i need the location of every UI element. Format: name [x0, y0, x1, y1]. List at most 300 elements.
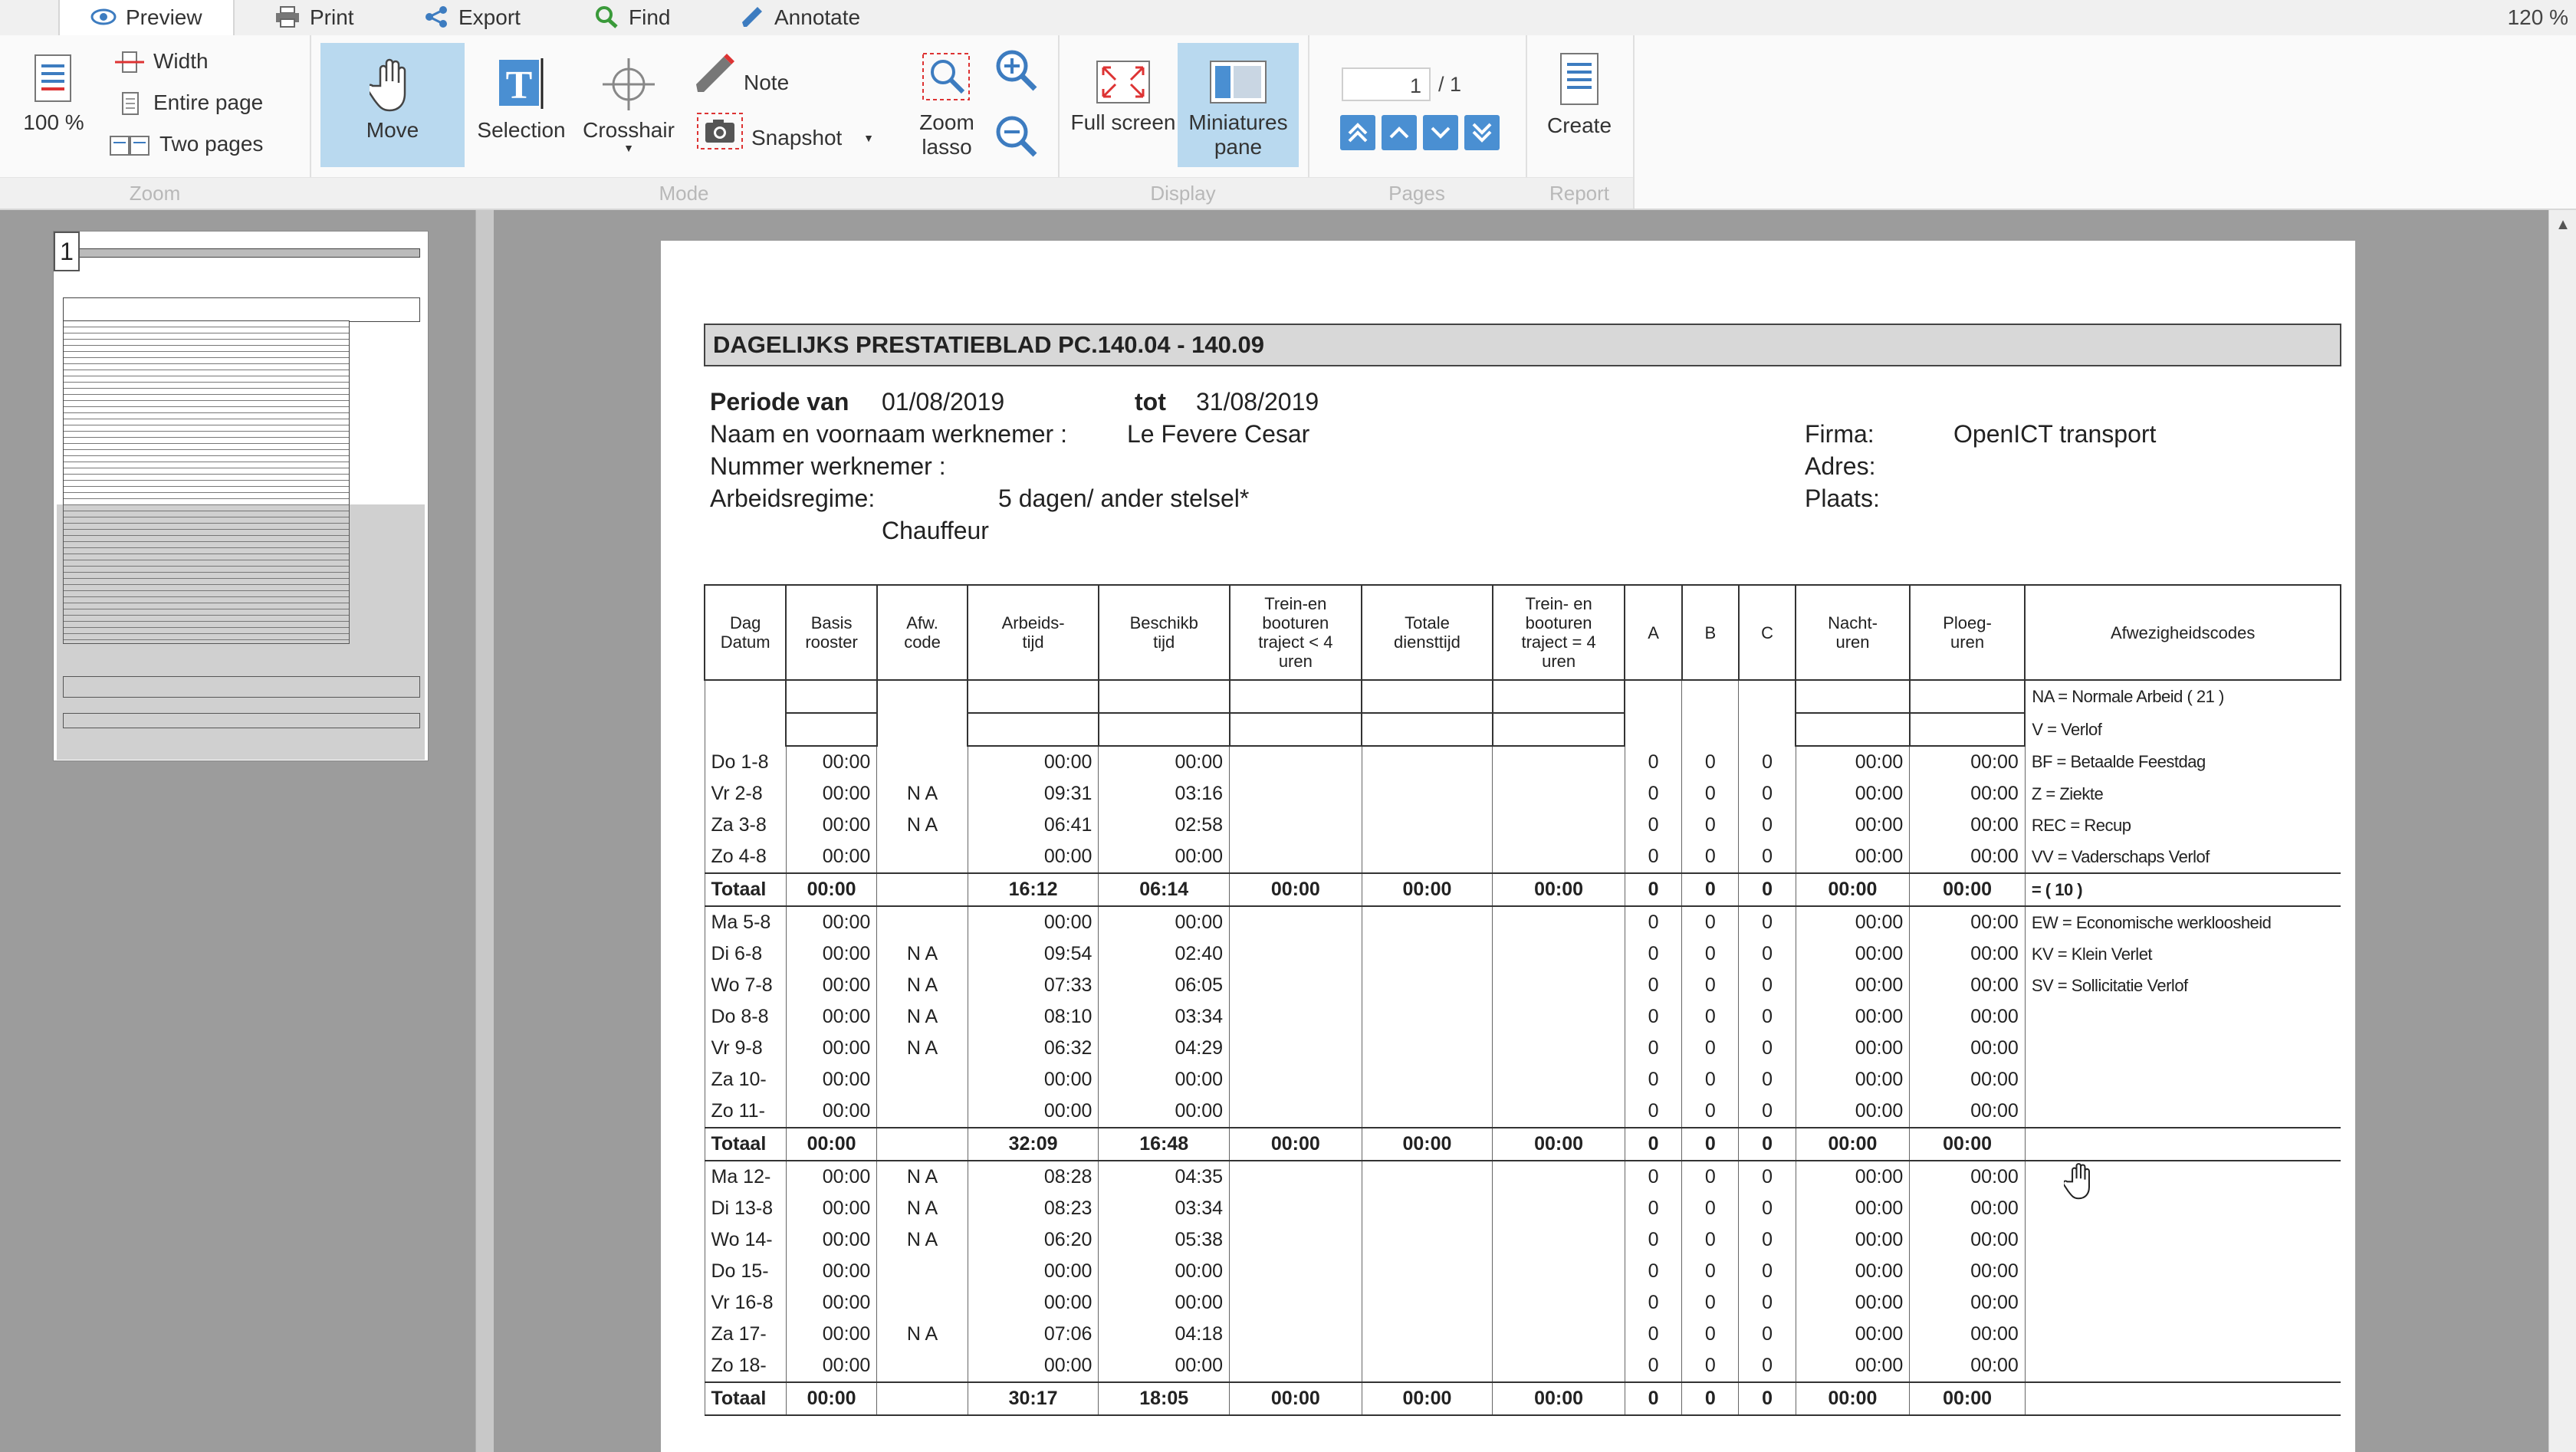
cell-basis: 00:00 [786, 1033, 876, 1064]
absence-code [2025, 1350, 2341, 1382]
column-header: C [1739, 585, 1796, 680]
crosshair-button[interactable] [575, 55, 682, 153]
tab-label: Export [458, 5, 521, 29]
pane-splitter[interactable] [475, 210, 495, 1452]
cell-b: 0 [1682, 778, 1739, 810]
last-page-button[interactable] [1464, 115, 1500, 150]
cell-trein2 [1493, 906, 1625, 938]
cell-totale [1362, 1224, 1493, 1256]
absence-code [2025, 1064, 2341, 1096]
cell-a: 0 [1625, 938, 1681, 970]
cell-nacht: 00:00 [1796, 1064, 1910, 1096]
cell-c: 0 [1739, 1382, 1796, 1415]
scroll-up-arrow-icon[interactable]: ▲ [2555, 216, 2571, 233]
cell-a: 0 [1625, 810, 1681, 841]
chevron-up-icon [1385, 118, 1414, 147]
cell-dag: Do 15- [705, 1256, 786, 1287]
cell-ploeg: 00:00 [1910, 1128, 2026, 1161]
cell-beschikb: 00:00 [1099, 1350, 1230, 1382]
cell-nacht: 00:00 [1796, 841, 1910, 873]
cell-ploeg: 00:00 [1910, 1193, 2026, 1224]
cell-basis: 00:00 [786, 746, 876, 778]
cell-b: 0 [1682, 1287, 1739, 1319]
thumbnail-page-number: 1 [54, 232, 80, 271]
absence-code: REC = Recup [2031, 815, 2131, 835]
cell-nacht: 00:00 [1796, 1128, 1910, 1161]
cell-basis: 00:00 [786, 1256, 876, 1287]
cell-beschikb: 06:14 [1099, 873, 1230, 906]
cell-beschikb: 00:00 [1099, 1287, 1230, 1319]
cell-totale [1362, 1256, 1493, 1287]
cell-basis: 00:00 [786, 810, 876, 841]
next-page-button[interactable] [1423, 115, 1458, 150]
cell-arbeid: 00:00 [968, 1287, 1099, 1319]
table-row [705, 1319, 2341, 1350]
cell-arbeid: 09:54 [968, 938, 1099, 970]
zoom-lasso-button[interactable] [905, 51, 989, 159]
functie-value: Chauffeur [882, 517, 989, 544]
column-header: Totale diensttijd [1362, 585, 1493, 680]
cell-dag: Za 10- [705, 1064, 786, 1096]
absence-code [2025, 1256, 2341, 1287]
cell-trein1 [1230, 1064, 1362, 1096]
cell-a: 0 [1625, 1287, 1681, 1319]
adres-label: Adres: [1805, 452, 1876, 480]
cell-a: 0 [1625, 1033, 1681, 1064]
display-group [1058, 35, 1309, 209]
cell-beschikb: 00:00 [1099, 906, 1230, 938]
zoom-group [0, 35, 311, 209]
cell-c: 0 [1739, 938, 1796, 970]
search-icon [593, 5, 619, 28]
cell-arbeid: 00:00 [968, 906, 1099, 938]
cell-c: 0 [1739, 1161, 1796, 1193]
table-row [705, 1256, 2341, 1287]
zoom-group-label: Zoom [129, 182, 181, 205]
cell-afw [877, 1350, 968, 1382]
selection-button[interactable] [468, 55, 575, 143]
cell-ploeg: 00:00 [1910, 938, 2026, 970]
absence-code [2025, 1001, 2341, 1033]
cell-b: 0 [1682, 1161, 1739, 1193]
cell-b: 0 [1682, 1001, 1739, 1033]
cell-b: 0 [1682, 810, 1739, 841]
page-count: / 1 [1438, 73, 1462, 96]
miniatures-pane-button[interactable] [1178, 43, 1299, 167]
full-screen-button[interactable] [1066, 58, 1181, 135]
column-header: Beschikb tijd [1099, 585, 1230, 680]
cell-trein2 [1493, 1193, 1625, 1224]
table-row [705, 810, 2341, 841]
move-button[interactable] [320, 43, 465, 167]
cell-basis [786, 713, 876, 746]
firma-value: OpenICT transport [1953, 420, 2157, 448]
tab-find[interactable] [593, 0, 670, 35]
cell-nacht: 00:00 [1796, 1256, 1910, 1287]
cell-b: 0 [1682, 1224, 1739, 1256]
tab-label: Annotate [774, 5, 861, 29]
cell-nacht: 00:00 [1796, 1287, 1910, 1319]
cell-totale [1362, 1064, 1493, 1096]
cell-trein1 [1230, 778, 1362, 810]
create-report-button[interactable] [1533, 51, 1625, 138]
cell-a: 0 [1625, 1161, 1681, 1193]
cell-b: 0 [1682, 1128, 1739, 1161]
cell-c: 0 [1739, 1256, 1796, 1287]
cell-basis: 00:00 [786, 938, 876, 970]
total-row [705, 1382, 2341, 1415]
cell-c: 0 [1739, 1319, 1796, 1350]
column-header: Arbeids- tijd [968, 585, 1099, 680]
cell-ploeg: 00:00 [1910, 1001, 2026, 1033]
cell-a: 0 [1625, 1319, 1681, 1350]
zoom-two-pages-label: Two pages [159, 132, 264, 156]
cell-trein2 [1493, 970, 1625, 1001]
cell-c: 0 [1739, 1193, 1796, 1224]
cell-arbeid: 00:00 [968, 1256, 1099, 1287]
cell-nacht: 00:00 [1796, 938, 1910, 970]
zoom-percent-label: 100 % [23, 110, 84, 134]
cell-arbeid: 00:00 [968, 1350, 1099, 1382]
hand-cursor-icon [2064, 1161, 2098, 1201]
chevron-down-icon [1426, 118, 1455, 147]
cell-b: 0 [1682, 970, 1739, 1001]
nummer-label: Nummer werknemer : [710, 452, 946, 480]
cell-b [1682, 680, 1739, 713]
tab-preview[interactable] [58, 0, 235, 37]
prestatie-table [704, 584, 2341, 1416]
cell-basis: 00:00 [786, 1128, 876, 1161]
cell-beschikb: 00:00 [1099, 1064, 1230, 1096]
zoom-lasso-label-2: lasso [922, 135, 972, 159]
cell-trein2 [1493, 938, 1625, 970]
cell-c: 0 [1739, 746, 1796, 778]
cell-a: 0 [1625, 746, 1681, 778]
cell-c: 0 [1739, 810, 1796, 841]
cell-nacht: 00:00 [1796, 810, 1910, 841]
cell-dag: Do 1-8 [705, 746, 786, 778]
cell-ploeg: 00:00 [1910, 1350, 2026, 1382]
zoom-out-button[interactable] [994, 113, 1047, 159]
cell-c [1739, 713, 1796, 746]
cell-ploeg [1910, 713, 2026, 746]
mode-group [310, 35, 1060, 209]
cell-c: 0 [1739, 1001, 1796, 1033]
tab-annotate[interactable] [739, 0, 860, 35]
column-header: Ploeg- uren [1910, 585, 2026, 680]
cell-totale [1362, 680, 1493, 713]
tab-print[interactable] [274, 0, 354, 35]
full-screen-icon [1094, 58, 1152, 106]
cell-trein1 [1230, 680, 1362, 713]
snapshot-button[interactable] [696, 112, 874, 150]
cell-totale [1362, 1033, 1493, 1064]
snapshot-label: Snapshot [751, 126, 843, 149]
cell-a: 0 [1625, 778, 1681, 810]
cell-ploeg: 00:00 [1910, 1256, 2026, 1287]
cell-dag: Do 8-8 [705, 1001, 786, 1033]
absence-code [2025, 1382, 2341, 1415]
entire-page-icon [113, 92, 146, 115]
cell-beschikb: 00:00 [1099, 746, 1230, 778]
document-page [661, 241, 2355, 1452]
cell-trein1: 00:00 [1230, 1382, 1362, 1415]
zoom-width-button[interactable] [113, 49, 209, 74]
blank-row [705, 713, 2341, 746]
table-row [705, 1096, 2341, 1128]
double-chevron-up-icon [1343, 118, 1372, 147]
cell-a: 0 [1625, 1001, 1681, 1033]
table-row [705, 1350, 2341, 1382]
thumbnail-title-bar [63, 248, 420, 258]
cell-trein2 [1493, 1319, 1625, 1350]
cell-totale [1362, 841, 1493, 873]
total-row [705, 873, 2341, 906]
naam-value: Le Fevere Cesar [1127, 420, 1310, 448]
thumbnail-viewport-highlight[interactable] [57, 504, 425, 760]
cell-afw: N A [877, 1224, 968, 1256]
cell-trein1: 00:00 [1230, 873, 1362, 906]
cell-a [1625, 713, 1681, 746]
cell-trein2 [1493, 841, 1625, 873]
cell-arbeid: 30:17 [968, 1382, 1099, 1415]
cell-basis: 00:00 [786, 1319, 876, 1350]
absence-code: NA = Normale Arbeid ( 21 ) [2032, 687, 2224, 706]
cell-c: 0 [1739, 778, 1796, 810]
zoom-two-pages-button[interactable] [109, 132, 263, 156]
cell-beschikb: 02:58 [1099, 810, 1230, 841]
page-zoom-icon [31, 52, 77, 106]
cell-totale [1362, 970, 1493, 1001]
cell-basis: 00:00 [786, 1287, 876, 1319]
two-pages-icon [109, 133, 152, 156]
cell-a: 0 [1625, 906, 1681, 938]
cell-a: 0 [1625, 841, 1681, 873]
cell-c: 0 [1739, 1350, 1796, 1382]
create-label: Create [1546, 113, 1612, 137]
cell-totale [1362, 1350, 1493, 1382]
cell-dag: Totaal [705, 873, 786, 906]
column-header: Trein- en booturen traject = 4 uren [1493, 585, 1625, 680]
cell-basis: 00:00 [786, 970, 876, 1001]
table-row [705, 970, 2341, 1001]
table-row [705, 1064, 2341, 1096]
cell-totale: 00:00 [1362, 873, 1493, 906]
note-button[interactable] [693, 52, 789, 95]
cell-trein2 [1493, 1161, 1625, 1193]
cell-dag: Di 6-8 [705, 938, 786, 970]
hand-icon [370, 55, 416, 113]
zoom-out-icon [994, 113, 1040, 159]
miniatures-pane-icon [1208, 58, 1269, 106]
cell-c [1739, 680, 1796, 713]
cell-nacht: 00:00 [1796, 1350, 1910, 1382]
previous-page-button[interactable] [1382, 115, 1417, 150]
cell-trein2 [1493, 746, 1625, 778]
cell-b: 0 [1682, 1193, 1739, 1224]
eye-icon [90, 5, 117, 28]
column-header: Afwezigheidscodes [2025, 585, 2341, 680]
cell-trein1 [1230, 1096, 1362, 1128]
cell-afw [877, 1128, 968, 1161]
cell-beschikb: 16:48 [1099, 1128, 1230, 1161]
cell-totale: 00:00 [1362, 1128, 1493, 1161]
cell-nacht: 00:00 [1796, 906, 1910, 938]
cell-beschikb: 04:18 [1099, 1319, 1230, 1350]
cell-totale [1362, 713, 1493, 746]
cell-basis: 00:00 [786, 1096, 876, 1128]
cell-afw [877, 1256, 968, 1287]
cell-a [1625, 680, 1681, 713]
cell-dag: Vr 9-8 [705, 1033, 786, 1064]
cell-arbeid: 06:32 [968, 1033, 1099, 1064]
cell-arbeid: 00:00 [968, 1096, 1099, 1128]
cell-a: 0 [1625, 1256, 1681, 1287]
cell-basis: 00:00 [786, 778, 876, 810]
absence-code [2025, 1287, 2341, 1319]
vertical-scrollbar[interactable] [2548, 210, 2576, 1452]
chevron-down-icon: ▼ [863, 132, 874, 144]
miniatures-label-2: pane [1214, 135, 1263, 159]
cell-arbeid: 08:28 [968, 1161, 1099, 1193]
miniatures-label-1: Miniatures [1188, 110, 1288, 134]
absence-code: EW = Economische werkloosheid [2031, 912, 2272, 932]
cell-a: 0 [1625, 1382, 1681, 1415]
column-header: Dag Datum [705, 585, 786, 680]
cell-afw: N A [877, 1001, 968, 1033]
cell-trein2 [1493, 810, 1625, 841]
text-selection-icon [495, 55, 548, 113]
cell-nacht: 00:00 [1796, 778, 1910, 810]
zoom-in-button[interactable] [994, 48, 1047, 94]
column-header: A [1625, 585, 1681, 680]
zoom-lasso-icon [920, 51, 974, 106]
table-body [705, 680, 2341, 1415]
cell-arbeid: 09:31 [968, 778, 1099, 810]
cell-beschikb: 04:29 [1099, 1033, 1230, 1064]
cell-a: 0 [1625, 1128, 1681, 1161]
regime-label: Arbeidsregime: [710, 485, 876, 512]
cell-basis: 00:00 [786, 906, 876, 938]
cell-dag: Zo 18- [705, 1350, 786, 1382]
cell-trein1 [1230, 1001, 1362, 1033]
cell-nacht [1796, 713, 1910, 746]
tab-export[interactable] [423, 0, 521, 35]
absence-code [2025, 1033, 2341, 1064]
zoom-entire-page-label: Entire page [153, 90, 264, 114]
cell-afw: N A [877, 938, 968, 970]
absence-code [2025, 1096, 2341, 1128]
cell-trein1 [1230, 1161, 1362, 1193]
cell-arbeid: 07:33 [968, 970, 1099, 1001]
cell-ploeg: 00:00 [1910, 1033, 2026, 1064]
cell-trein2 [1493, 1350, 1625, 1382]
zoom-entire-page-button[interactable] [113, 90, 263, 115]
page-number-input[interactable]: 1 [1342, 67, 1431, 101]
table-row [705, 1224, 2341, 1256]
cell-beschikb: 06:05 [1099, 970, 1230, 1001]
absence-code [2025, 1224, 2341, 1256]
periode-to: 31/08/2019 [1196, 388, 1319, 416]
crosshair-icon [600, 55, 658, 113]
cell-a: 0 [1625, 1096, 1681, 1128]
first-page-button[interactable] [1340, 115, 1375, 150]
camera-icon [696, 112, 744, 150]
cell-trein1 [1230, 906, 1362, 938]
absence-code [2025, 1319, 2341, 1350]
cell-afw [877, 746, 968, 778]
cell-arbeid: 00:00 [968, 841, 1099, 873]
cell-trein1 [1230, 970, 1362, 1001]
absence-code: VV = Vaderschaps Verlof [2031, 846, 2210, 866]
absence-code [2025, 1128, 2341, 1161]
cell-totale [1362, 906, 1493, 938]
cell-b: 0 [1682, 1064, 1739, 1096]
cell-nacht: 00:00 [1796, 1001, 1910, 1033]
cell-totale [1362, 1096, 1493, 1128]
column-header: Trein-en booturen traject < 4 uren [1230, 585, 1362, 680]
cell-dag: Wo 14- [705, 1224, 786, 1256]
cell-dag: Wo 7-8 [705, 970, 786, 1001]
cell-a: 0 [1625, 970, 1681, 1001]
cell-a: 0 [1625, 1224, 1681, 1256]
cell-dag: Totaal [705, 1382, 786, 1415]
cell-beschikb: 03:34 [1099, 1001, 1230, 1033]
document-viewer[interactable] [494, 210, 2548, 1452]
cell-totale [1362, 1319, 1493, 1350]
cell-ploeg: 00:00 [1910, 746, 2026, 778]
firma-label: Firma: [1805, 420, 1875, 448]
cell-b: 0 [1682, 873, 1739, 906]
cell-nacht: 00:00 [1796, 1161, 1910, 1193]
cell-afw [877, 841, 968, 873]
cell-trein1 [1230, 746, 1362, 778]
cell-nacht: 00:00 [1796, 1382, 1910, 1415]
ribbon [0, 35, 2576, 210]
zoom-percent-button[interactable] [15, 52, 92, 135]
chevron-down-icon: ▼ [623, 142, 634, 154]
cell-dag: Ma 12- [705, 1161, 786, 1193]
cell-totale [1362, 938, 1493, 970]
cell-beschikb: 02:40 [1099, 938, 1230, 970]
cell-trein1 [1230, 1033, 1362, 1064]
cell-afw [877, 1287, 968, 1319]
cell-beschikb [1099, 713, 1230, 746]
cell-afw [877, 1096, 968, 1128]
table-row [705, 1287, 2341, 1319]
cell-a: 0 [1625, 1064, 1681, 1096]
cell-basis: 00:00 [786, 841, 876, 873]
cell-b: 0 [1682, 1382, 1739, 1415]
cell-b: 0 [1682, 746, 1739, 778]
cell-ploeg: 00:00 [1910, 873, 2026, 906]
cell-trein2 [1493, 680, 1625, 713]
cell-arbeid: 06:41 [968, 810, 1099, 841]
cell-beschikb: 03:16 [1099, 778, 1230, 810]
cell-ploeg: 00:00 [1910, 970, 2026, 1001]
cell-afw [877, 906, 968, 938]
cell-c: 0 [1739, 873, 1796, 906]
cell-nacht [1796, 680, 1910, 713]
table-row [705, 778, 2341, 810]
cell-afw: N A [877, 1033, 968, 1064]
cell-trein2 [1493, 1001, 1625, 1033]
page-thumbnail[interactable] [54, 232, 428, 760]
cell-afw: N A [877, 1161, 968, 1193]
cell-ploeg: 00:00 [1910, 1224, 2026, 1256]
cell-basis: 00:00 [786, 1193, 876, 1224]
cell-c: 0 [1739, 906, 1796, 938]
